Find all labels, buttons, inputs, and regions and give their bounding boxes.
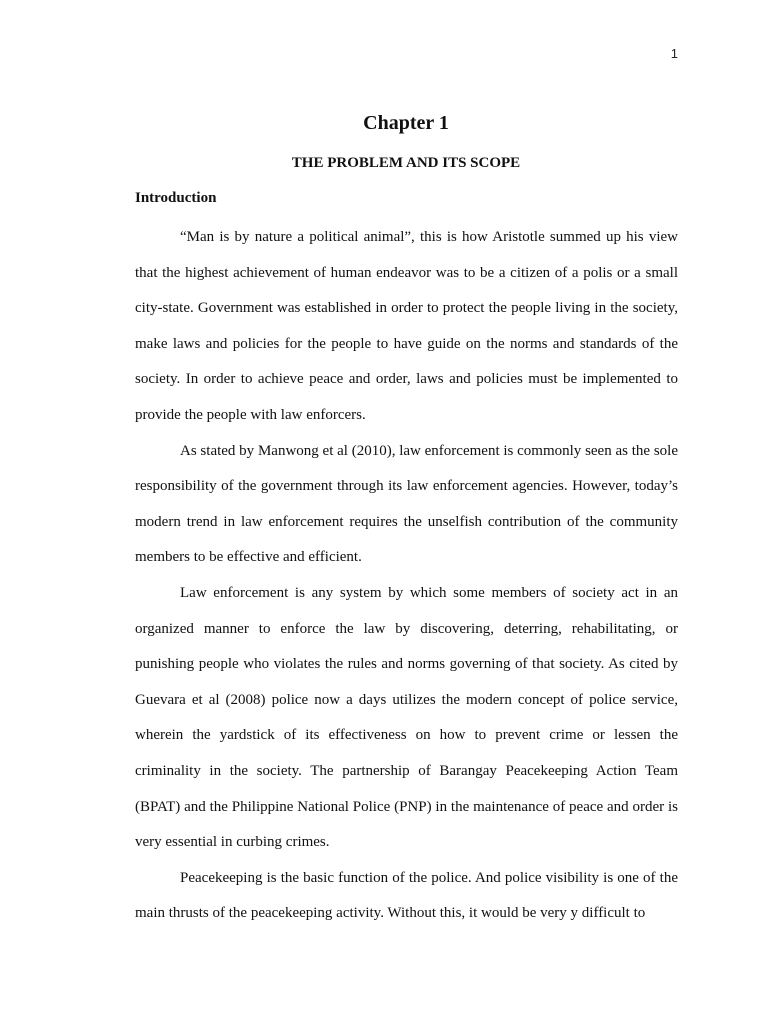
page-number: 1 xyxy=(670,46,678,61)
section-heading: Introduction xyxy=(135,190,217,206)
body-text xyxy=(135,220,678,932)
chapter-title: Chapter 1 xyxy=(363,112,449,134)
paragraph-1: “Man is by nature a political animal”, this is how Aristotle summed up his view that the highest achievement of human endeavor was to be a citizen of a polis or a small city-state. Government was established in order to protect the people living in the society, make laws and policies for the people to have guide on the norms and standards of the society. In order to achieve peace and order, laws and policies must be implemented to provide the people with law enforcers. xyxy=(135,229,678,423)
paragraph-3: Law enforcement is any system by which some members of society act in an organized manner to enforce the law by discovering, deterring, rehabilitating, or punishing people who violates the rules and norms governing of that society. As cited by Guevara et al (2008) police now a days utilizes the modern concept of police service, wherein the yardstick of its effectiveness on how to prevent crime or lessen the criminality in the society. The partnership of Barangay Peacekeeping Action Team (BPAT) and the Philippine National Police (PNP) in the maintenance of peace and order is very essential in curbing crimes. xyxy=(135,584,678,851)
paragraph-4: Peacekeeping is the basic function of the police. And police visibility is one of the main thrusts of the peacekeeping activity. Without this, it would be very y difficult to xyxy=(135,869,678,922)
paragraph-2: As stated by Manwong et al (2010), law enforcement is commonly seen as the sole responsibility of the government through its law enforcement agencies. However, today’s modern trend in law enforcement requires the unselfish contribution of the community members to be effective and efficient. xyxy=(135,442,678,566)
chapter-subtitle: THE PROBLEM AND ITS SCOPE xyxy=(291,155,521,171)
